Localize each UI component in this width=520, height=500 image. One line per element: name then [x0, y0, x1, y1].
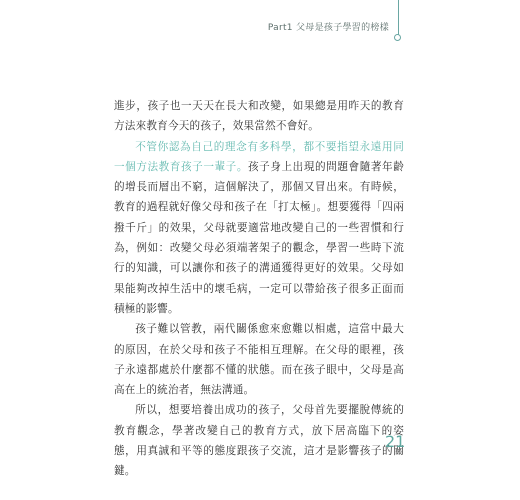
highlighted-sentence: 不管你認為自己的理念有多科學，都不要指望永遠用同一個方法教育孩子一輩子。 [114, 140, 404, 173]
paragraph-2-rest: 孩子身上出現的問題會隨著年齡的增長而層出不窮，這個解決了，那個又冒出來。有時候，教育的過程就好像父母和孩子在「打太極」。想要獲得「四兩撥千斤」的效果，父母就要適當地改變自己的一些習慣和行為，例如：改變父母必須端著架子的觀念，學習一些時下流行的知識，可以讓你和孩子的溝通獲得更好的效果。父母如果能夠改掉生活中的壞毛病，一定可以帶給孩子很多正面而積極的影響。 [114, 160, 404, 315]
paragraph-4: 所以，想要培養出成功的孩子，父母首先要擺脫傳統的教育觀念，學著改變自己的教育方式，放下居高臨下的姿態，用真誠和平等的態度跟孩子交流，這才是影響孩子的關鍵。 [114, 404, 404, 478]
paragraph-3: 孩子難以管教，兩代關係愈來愈難以相處，這當中最大的原因，在於父母和孩子不能相互理解。在父母的眼裡，孩子永遠都處於什麼都不懂的狀態。而在孩子眼中，父母是高高在上的統治者，無法溝通。 [114, 323, 404, 397]
paragraph-2 [114, 137, 404, 320]
page-number: 21 [385, 432, 406, 451]
header-title: Part1 父母是孩子學習的榜樣 [267, 23, 389, 33]
body-text [114, 96, 404, 482]
paragraph-1: 進步，孩子也一天天在長大和改變，如果總是用昨天的教育方法來教育今天的孩子，效果當然不會好。 [114, 100, 404, 133]
header-rule [398, 0, 399, 35]
header-circle-ornament [394, 34, 401, 41]
